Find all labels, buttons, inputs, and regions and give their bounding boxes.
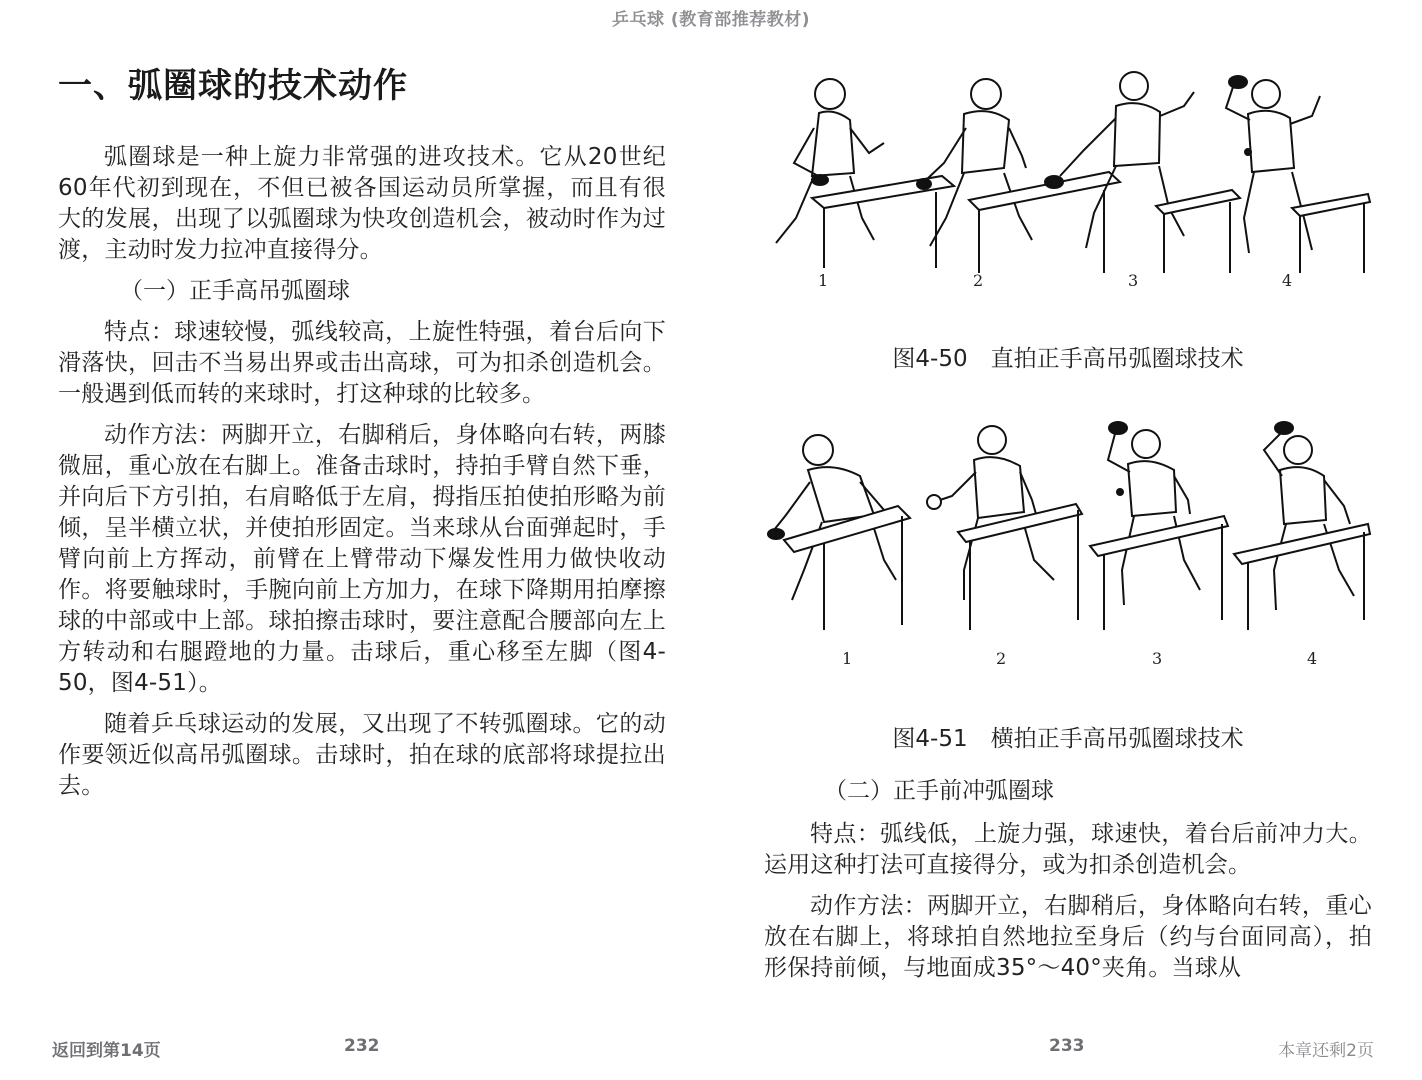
paragraph-no-spin-loop: 随着乒乓球运动的发展，又出现了不转弧圈球。它的动作要领近似高吊弧圈球。击球时，拍在球的底部将球提拉出去。	[58, 711, 666, 799]
figure-4-51	[764, 420, 1372, 670]
subheading-forward-loop: （二）正手前冲弧圈球	[824, 778, 1054, 804]
player-pose-4	[1226, 76, 1370, 273]
left-page-text	[58, 142, 666, 812]
player-pose-2	[927, 426, 1082, 630]
paragraph-forward-method: 动作方法：两脚开立，右脚稍后，身体略向右转，重心放在右脚上，将球拍自然地拉至身后（约与台面同高），拍形保持前倾，与地面成35°～40°夹角。当球从	[764, 893, 1372, 981]
player-pose-2	[917, 79, 1120, 273]
left-page-number: 232	[344, 1036, 380, 1056]
left-page	[58, 0, 666, 1000]
right-page-number: 233	[1049, 1036, 1085, 1056]
figure-4-50-illustration	[764, 68, 1372, 288]
player-pose-4	[1234, 422, 1370, 630]
figure-4-50-label-2: 2	[973, 271, 984, 288]
chapter-heading: 一、弧圈球的技术动作	[58, 66, 408, 106]
back-to-page-link[interactable]: 返回到第14页	[52, 1041, 161, 1061]
figure-4-50-caption: 图4-50 直拍正手高吊弧圈球技术	[892, 346, 1244, 372]
player-pose-1	[776, 79, 954, 268]
paragraph-features: 特点：球速较慢，弧线较高，上旋性特强，着台后向下滑落快，回击不当易出界或击出高球，可为扣杀创造机会。一般遇到低而转的来球时，打这种球的比较多。	[58, 319, 666, 407]
figure-4-51-label-2: 2	[996, 649, 1007, 668]
figure-4-50-label-1: 1	[818, 271, 829, 288]
chapter-remaining-pages: 本章还剩2页	[1278, 1041, 1374, 1061]
paragraph-forward-features: 特点：弧线低，上旋力强，球速快，着台后前冲力大。运用这种打法可直接得分，或为扣杀创造机会。	[764, 821, 1372, 878]
player-pose-1	[768, 435, 910, 630]
figure-4-50-label-4: 4	[1282, 271, 1293, 288]
subheading-forehand-loop: （一）正手高吊弧圈球	[120, 278, 350, 304]
figure-4-51-caption: 图4-51 横拍正手高吊弧圈球技术	[892, 726, 1244, 752]
figure-4-51-illustration	[764, 420, 1372, 670]
figure-4-50	[764, 68, 1372, 288]
paragraph-method: 动作方法：两脚开立，右脚稍后，身体略向右转，两膝微屈，重心放在右脚上。准备击球时，持拍手臂自然下垂，并向后下方引拍，右肩略低于左肩，拇指压拍使拍形略为前倾，呈半横立状，并使拍形固定。当来球从台面弹起时，手臂向前上方挥动，前臂在上臂带动下爆发性用力做快收动作。将要触球时，手腕向前上方加力，在球下降期用拍摩擦球的中部或中上部。球拍擦击球时，要注意配合腰部向左上方转动和右腿蹬地的力量。击球后，重心移至左脚（图4-50，图4-51）。	[58, 422, 666, 696]
figure-4-51-label-4: 4	[1307, 649, 1318, 668]
book-title: 乒乓球 (教育部推荐教材)	[612, 10, 810, 30]
player-pose-3	[1090, 422, 1228, 630]
figure-4-51-label-3: 3	[1152, 649, 1163, 668]
right-page	[764, 0, 1372, 1000]
paragraph-intro: 弧圈球是一种上旋力非常强的进攻技术。它从20世纪60年代初到现在，不但已被各国运动员所掌握，而且有很大的发展，出现了以弧圈球为快攻创造机会，被动时作为过渡，主动时发力拉冲直接得分。	[58, 144, 666, 263]
figure-4-50-label-3: 3	[1128, 271, 1139, 288]
right-page-text	[764, 776, 1372, 994]
player-pose-3	[1045, 72, 1240, 273]
figure-4-51-label-1: 1	[842, 649, 853, 668]
